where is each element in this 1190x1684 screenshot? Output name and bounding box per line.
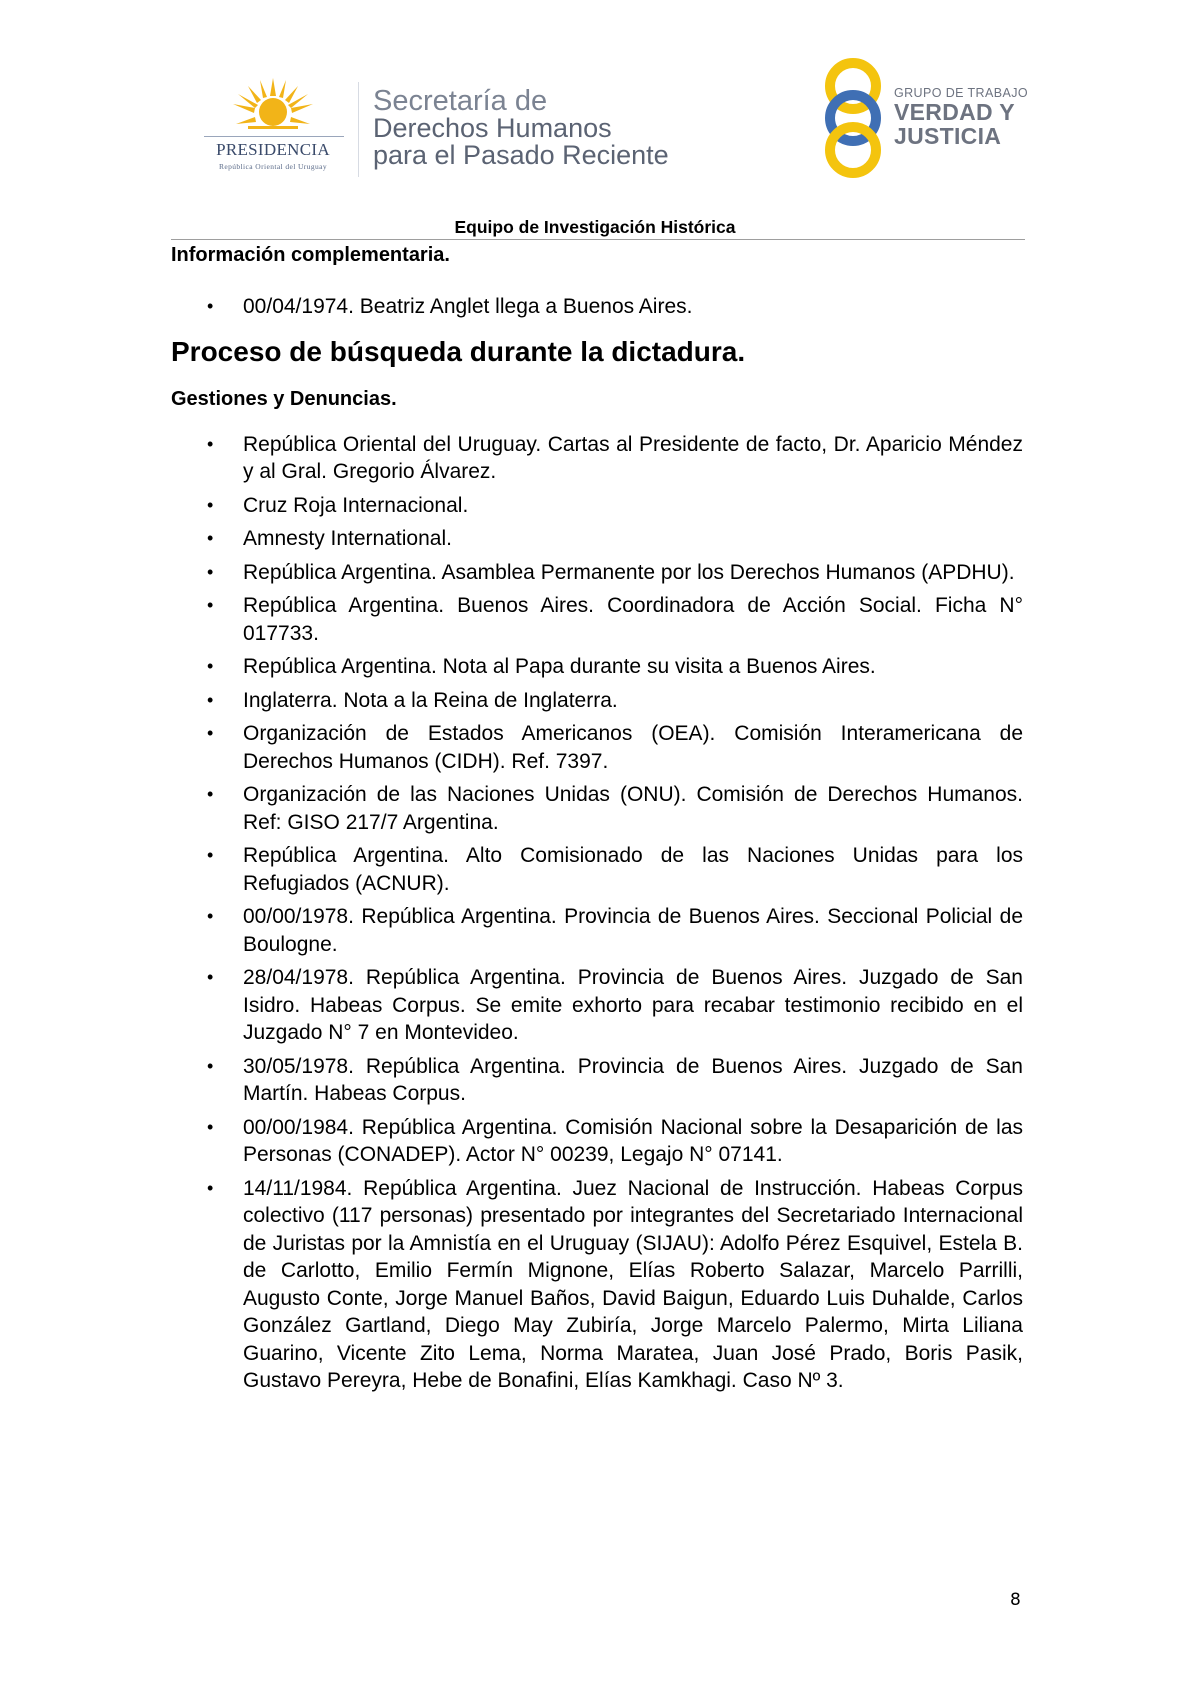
list-item [171, 1053, 1023, 1108]
bullet-icon: • [207, 967, 214, 987]
list-item [171, 592, 1023, 647]
list-item [171, 1114, 1023, 1169]
page-header [0, 0, 1190, 200]
gestiones-list [171, 431, 1023, 1395]
subsection-heading: Gestiones y Denuncias. [171, 387, 397, 410]
bullet-icon: • [207, 528, 214, 548]
list-item [171, 903, 1023, 958]
list-item [171, 781, 1023, 836]
complementary-list [171, 293, 1023, 321]
list-item [171, 653, 1023, 681]
bullet-icon: • [207, 296, 214, 316]
list-item-text: 14/11/1984. República Argentina. Juez Nacional de Instrucción. Habeas Corpus colectivo (117 personas) presentado por integrantes del Secretariado Internacional de Juristas por la Amnistía en el Uruguay (SIJAU): Adolfo Pérez Esquivel, Estela B. de Carlotto, Emilio Fermín Mignone, Elías Roberto Salazar, Marcelo Parrilli, Augusto Conte, Jorge Manuel Baños, David Baigun, Eduardo Luis Duhalde, Carlos González Gartland, Diego May Zubiría, Jorge Marcelo Palermo, Mirta Liliana Guarino, Vicente Zito Lema, Norma Maratea, Juan José Prado, Boris Pasik, Gustavo Pereyra, Hebe de Bonafini, Elías Kamkhagi. Caso Nº 3. [243, 1176, 1023, 1392]
bullet-icon: • [207, 1177, 214, 1198]
secretaria-line-3: para el Pasado Reciente [373, 140, 669, 170]
team-title: Equipo de Investigación Histórica [454, 217, 736, 237]
section-heading: Proceso de búsqueda durante la dictadura. [171, 335, 746, 367]
bullet-icon: • [207, 656, 214, 676]
document-body [171, 241, 1023, 1401]
list-item [171, 525, 1023, 553]
grupo-text [894, 86, 1028, 148]
presidencia-name: PRESIDENCIA [216, 140, 330, 159]
list-item [171, 293, 1023, 321]
list-item [171, 559, 1023, 587]
list-item [171, 687, 1023, 715]
grupo-line-3: JUSTICIA [894, 123, 1002, 149]
complementary-heading: Información complementaria. [171, 244, 450, 266]
list-item-text: Organización de Estados Americanos (OEA). Comisión Interamericana de Derechos Humanos (CIDH). Ref. 7397. [243, 722, 1023, 773]
page-number: 8 [1010, 1590, 1021, 1610]
list-item-text: Cruz Roja Internacional. [243, 493, 469, 517]
list-item [171, 720, 1023, 775]
bullet-icon: • [207, 595, 214, 615]
bullet-icon: • [207, 906, 214, 926]
list-item-text: República Argentina. Asamblea Permanente por los Derechos Humanos (APDHU). [243, 560, 1015, 584]
list-item-text: República Argentina. Buenos Aires. Coordinadora de Acción Social. Ficha N° 017733. [243, 594, 1023, 645]
secretaria-title [373, 85, 669, 170]
list-item-text: 00/04/1974. Beatriz Anglet llega a Buenos Aires. [243, 295, 693, 318]
bullet-icon: • [207, 723, 214, 743]
list-item-text: República Oriental del Uruguay. Cartas al Presidente de facto, Dr. Aparicio Méndez y al Gral. Gregorio Álvarez. [243, 432, 1023, 483]
list-item [171, 842, 1023, 897]
list-item-text: 28/04/1978. República Argentina. Provincia de Buenos Aires. Juzgado de San Isidro. Habeas Corpus. Se emite exhorto para recabar testimonio recibido en el Juzgado N° 7 en Montevideo. [243, 966, 1023, 1044]
list-item-text: 00/00/1984. República Argentina. Comisión Nacional sobre la Desaparición de las Personas (CONADEP). Actor N° 00239, Legajo N° 07141. [243, 1115, 1023, 1166]
list-item [171, 492, 1023, 520]
list-item [171, 431, 1023, 486]
list-item-text: República Argentina. Alto Comisionado de las Naciones Unidas para los Refugiados (ACNUR). [243, 844, 1023, 895]
presidencia-rule [204, 136, 344, 137]
bullet-icon: • [207, 561, 214, 582]
header-rule [171, 239, 1025, 240]
presidencia-logo [198, 78, 348, 178]
bullet-icon: • [207, 494, 214, 515]
list-item-text: República Argentina. Nota al Papa durante su visita a Buenos Aires. [243, 655, 876, 678]
bullet-icon: • [207, 433, 214, 454]
secretaria-line-2: Derechos Humanos [373, 113, 612, 143]
bullet-icon: • [207, 845, 214, 865]
secretaria-line-1: Secretaría de [373, 85, 548, 117]
linked-rings-icon [818, 56, 888, 181]
grupo-line-2: VERDAD Y [894, 99, 1015, 125]
sun-icon [228, 78, 318, 138]
list-item-text: 00/00/1978. República Argentina. Provincia de Buenos Aires. Seccional Policial de Boulogne. [243, 905, 1023, 956]
list-item-text: Amnesty International. [243, 527, 452, 550]
list-item [171, 1175, 1023, 1395]
bullet-icon: • [207, 1055, 214, 1076]
bullet-icon: • [207, 689, 214, 710]
bullet-icon: • [207, 1116, 214, 1137]
list-item-text: 30/05/1978. República Argentina. Provincia de Buenos Aires. Juzgado de San Martín. Habeas Corpus. [243, 1054, 1023, 1105]
presidencia-subtitle: República Oriental del Uruguay [218, 162, 327, 171]
grupo-verdad-justicia-logo [818, 56, 1028, 181]
header-divider [358, 82, 359, 177]
bullet-icon: • [207, 784, 214, 804]
list-item [171, 964, 1023, 1047]
list-item-text: Organización de las Naciones Unidas (ONU). Comisión de Derechos Humanos. Ref: GISO 217/7 Argentina. [243, 783, 1023, 834]
list-item-text: Inglaterra. Nota a la Reina de Inglaterra. [243, 688, 618, 712]
grupo-line-1: GRUPO DE TRABAJO [894, 86, 1028, 100]
